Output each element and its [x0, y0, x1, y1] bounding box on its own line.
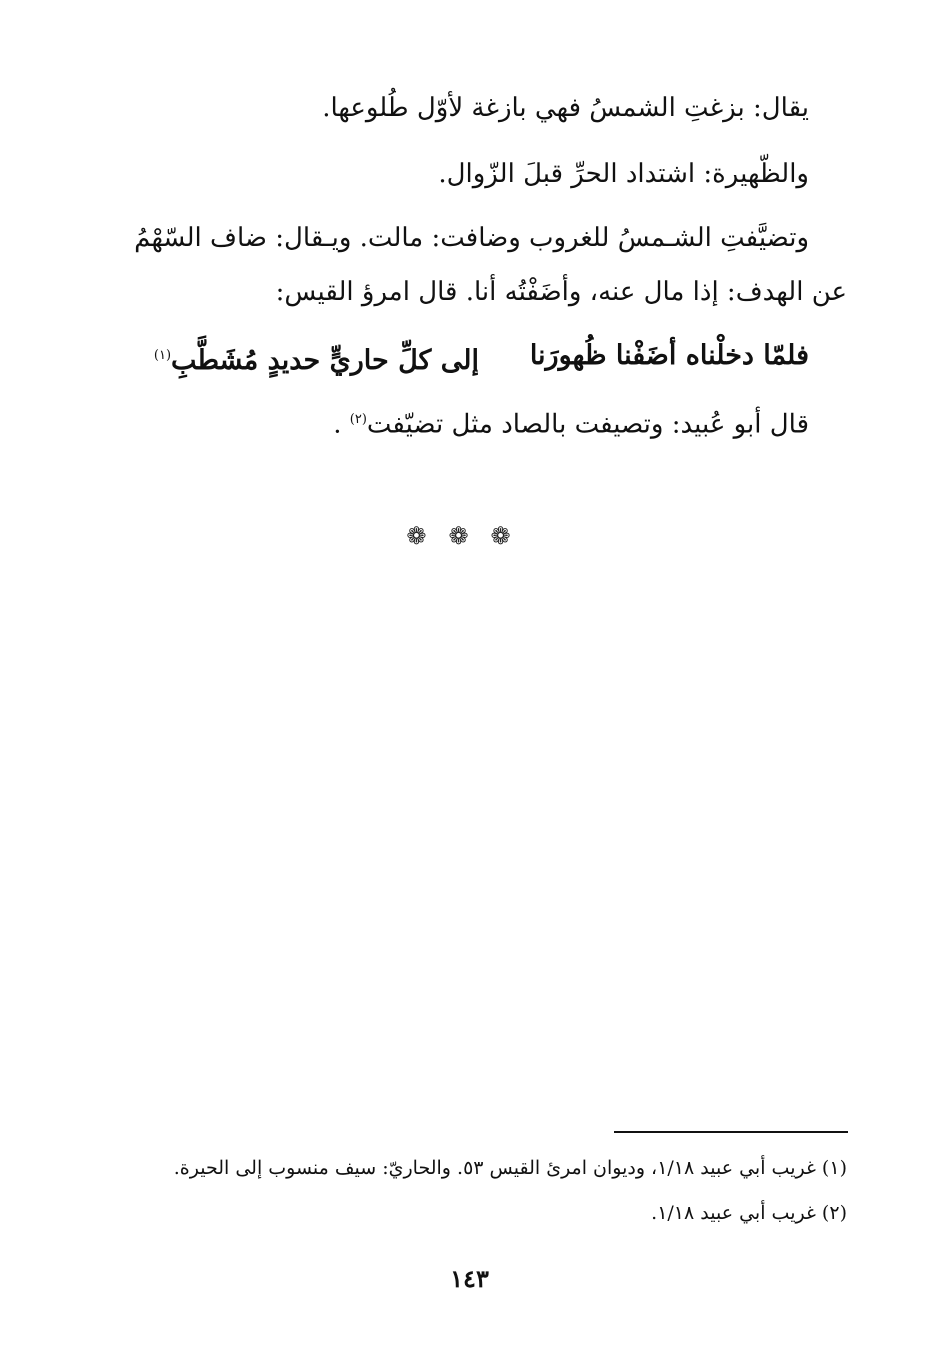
body-line-5-text: قال أبو عُبيد: وتصيفت بالصاد مثل تضيّفت [366, 409, 809, 440]
section-separator-stars: ❁❁❁ [406, 522, 533, 550]
body-line-3: وتضيَّفتِ الشـمسُ للغروب وضافت: مالت. ويـقال: ضاف السّهْمُ [134, 223, 809, 253]
page-number: ١٤٣ [450, 1264, 489, 1293]
footnote-ref-2: (٢) [349, 412, 367, 427]
verse-second-hemistich: إلى كلِّ حاريٍّ حديدٍ مُشَطَّبِ [171, 345, 479, 376]
footnote-1: (١) غريب أبي عبيد ١/١٨، وديوان امرئ القيس ٥٣. والحاريّ: سيف منسوب إلى الحيرة. [173, 1157, 847, 1179]
footnote-2: (٢) غريب أبي عبيد ١/١٨. [651, 1202, 847, 1224]
body-line-1: يقال: بزغتِ الشمسُ فهي بازغة لأوّل طُلوعها. [322, 93, 809, 123]
body-line-5-end: . [333, 409, 342, 440]
verse-second-hemistich-wrap [154, 334, 479, 383]
body-line-5 [333, 400, 809, 445]
footnote-divider [614, 1131, 848, 1133]
footnote-ref-1: (١) [153, 348, 172, 363]
verse-first-hemistich: فلمّا دخلْناه أضَفْنا ظُهورَنا [529, 340, 809, 371]
body-line-2: والظّهيرة: اشتداد الحرِّ قبلَ الزّوال. [438, 159, 809, 189]
body-line-4: عن الهدف: إذا مال عنه، وأضَفْتُه أنا. قال امرؤ القيس: [275, 277, 847, 307]
